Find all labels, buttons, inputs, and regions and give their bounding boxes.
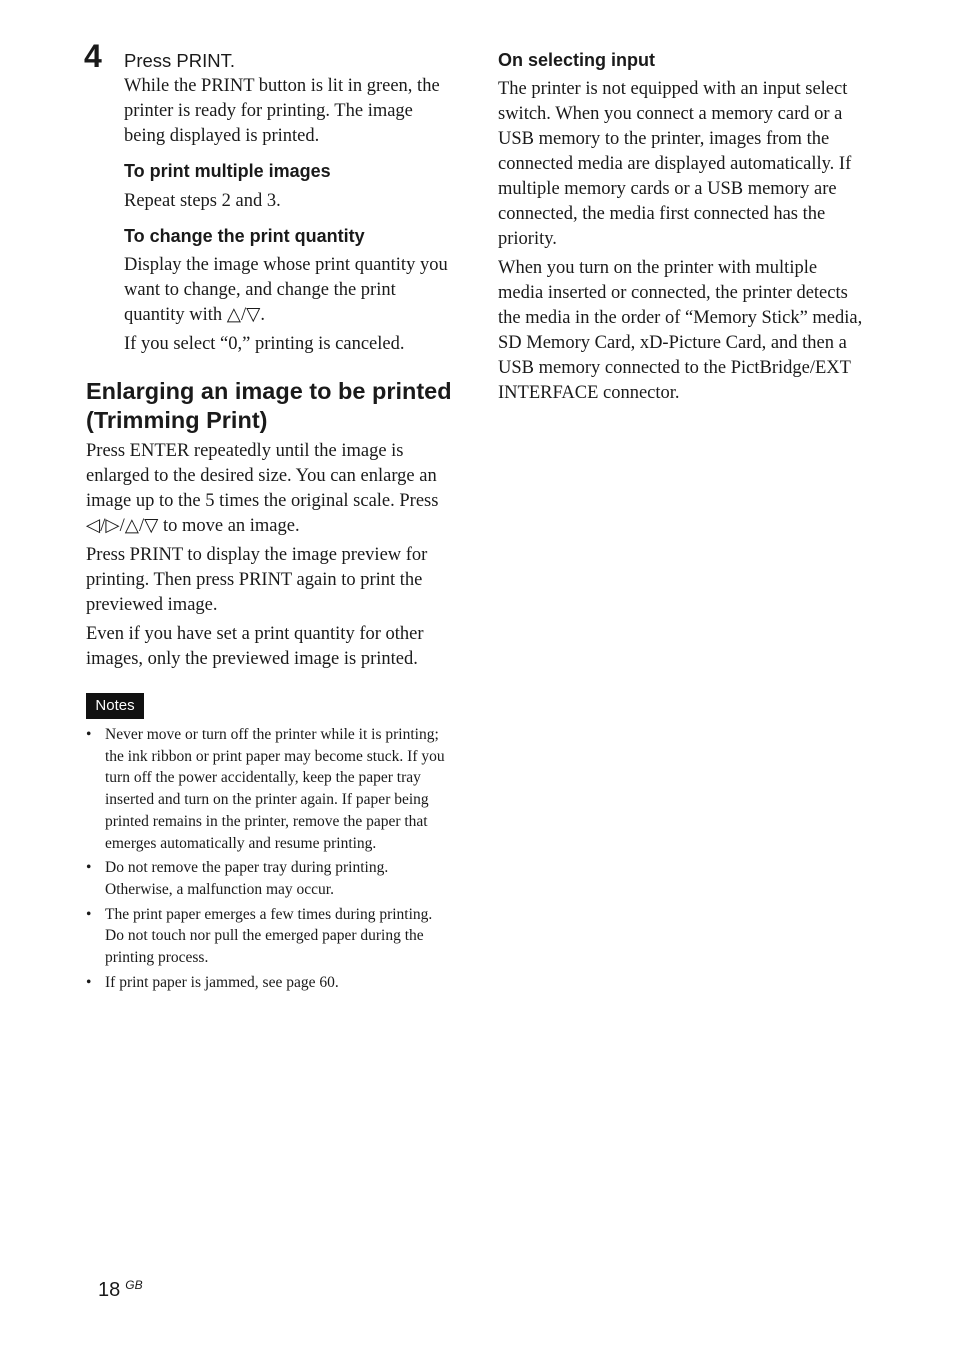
step-title: Press PRINT. bbox=[124, 50, 236, 71]
selecting-input-section bbox=[498, 77, 866, 406]
trimming-section-title: Enlarging an image to be printed (Trimming Print) bbox=[86, 378, 452, 433]
bullet: • bbox=[86, 973, 92, 991]
selecting-input-para-2: When you turn on the printer with multiple media inserted or connected, the printer detects the media in the order of “Memory Stick” media, SD Memory Card, xD-Picture Card, and then a USB memory connected to the PictBridge/EXT INTERFACE connector. bbox=[498, 258, 863, 403]
note-item bbox=[86, 724, 452, 854]
note-item bbox=[86, 972, 452, 994]
bullet: • bbox=[86, 859, 92, 877]
trimming-section bbox=[86, 439, 456, 672]
note-text: Never move or turn off the printer while it is printing; the ink ribbon or print paper may become stuck. If you turn off the power accidentally, keep the paper tray inserted and turn on the printer again. If paper being printed remains in the printer, remove the paper that emerges automatically and resume printing. bbox=[105, 726, 445, 852]
print-multiple-heading: To print multiple images bbox=[124, 161, 331, 181]
notes-badge: Notes bbox=[86, 693, 144, 719]
change-quantity-heading: To change the print quantity bbox=[124, 226, 365, 246]
bullet: • bbox=[86, 726, 92, 743]
note-text: Do not remove the paper tray during printing. Otherwise, a malfunction may occur. bbox=[105, 859, 389, 898]
selecting-input-para-1: The printer is not equipped with an input select switch. When you connect a memory card or a USB memory to the printer, images from the connected media are displayed automatically. If multiple memory cards or a USB memory are connected, the media first connected has the priority. bbox=[498, 79, 852, 249]
bullet: • bbox=[86, 905, 92, 923]
note-text: The print paper emerges a few times during printing. Do not touch nor pull the emerged paper during the printing process. bbox=[105, 905, 433, 967]
selecting-input-heading: On selecting input bbox=[498, 50, 656, 70]
note-text: If print paper is jammed, see page 60. bbox=[105, 973, 339, 991]
trimming-para-3: Even if you have set a print quantity for other images, only the previewed image is printed. bbox=[86, 624, 424, 669]
notes-list bbox=[86, 724, 452, 996]
trimming-para-1: Press ENTER repeatedly until the image is enlarged to the desired size. You can enlarge an image up to the 5 times the original scale. Press ◁/▷/△/▽ to move an image. bbox=[86, 441, 439, 536]
trimming-para-2: Press PRINT to display the image preview for printing. Then press PRINT again to print the previewed image. bbox=[86, 545, 428, 615]
step-description bbox=[124, 74, 456, 149]
page-footer bbox=[98, 1277, 143, 1303]
region-code: GB bbox=[125, 1278, 143, 1292]
step-number: 4 bbox=[84, 38, 102, 74]
change-quantity-section bbox=[124, 253, 454, 357]
change-quantity-cancel-note: If you select “0,” printing is canceled. bbox=[124, 334, 405, 354]
page-number: 18 bbox=[98, 1279, 121, 1301]
note-item bbox=[86, 904, 452, 969]
note-item bbox=[86, 857, 452, 900]
step-body: While the PRINT button is lit in green, the printer is ready for printing. The image being displayed is printed. bbox=[124, 76, 440, 146]
print-multiple-body: Repeat steps 2 and 3. bbox=[124, 191, 281, 211]
change-quantity-body: Display the image whose print quantity you want to change, and change the print quantity with △/▽. bbox=[124, 255, 448, 325]
print-multiple-section bbox=[124, 189, 456, 214]
